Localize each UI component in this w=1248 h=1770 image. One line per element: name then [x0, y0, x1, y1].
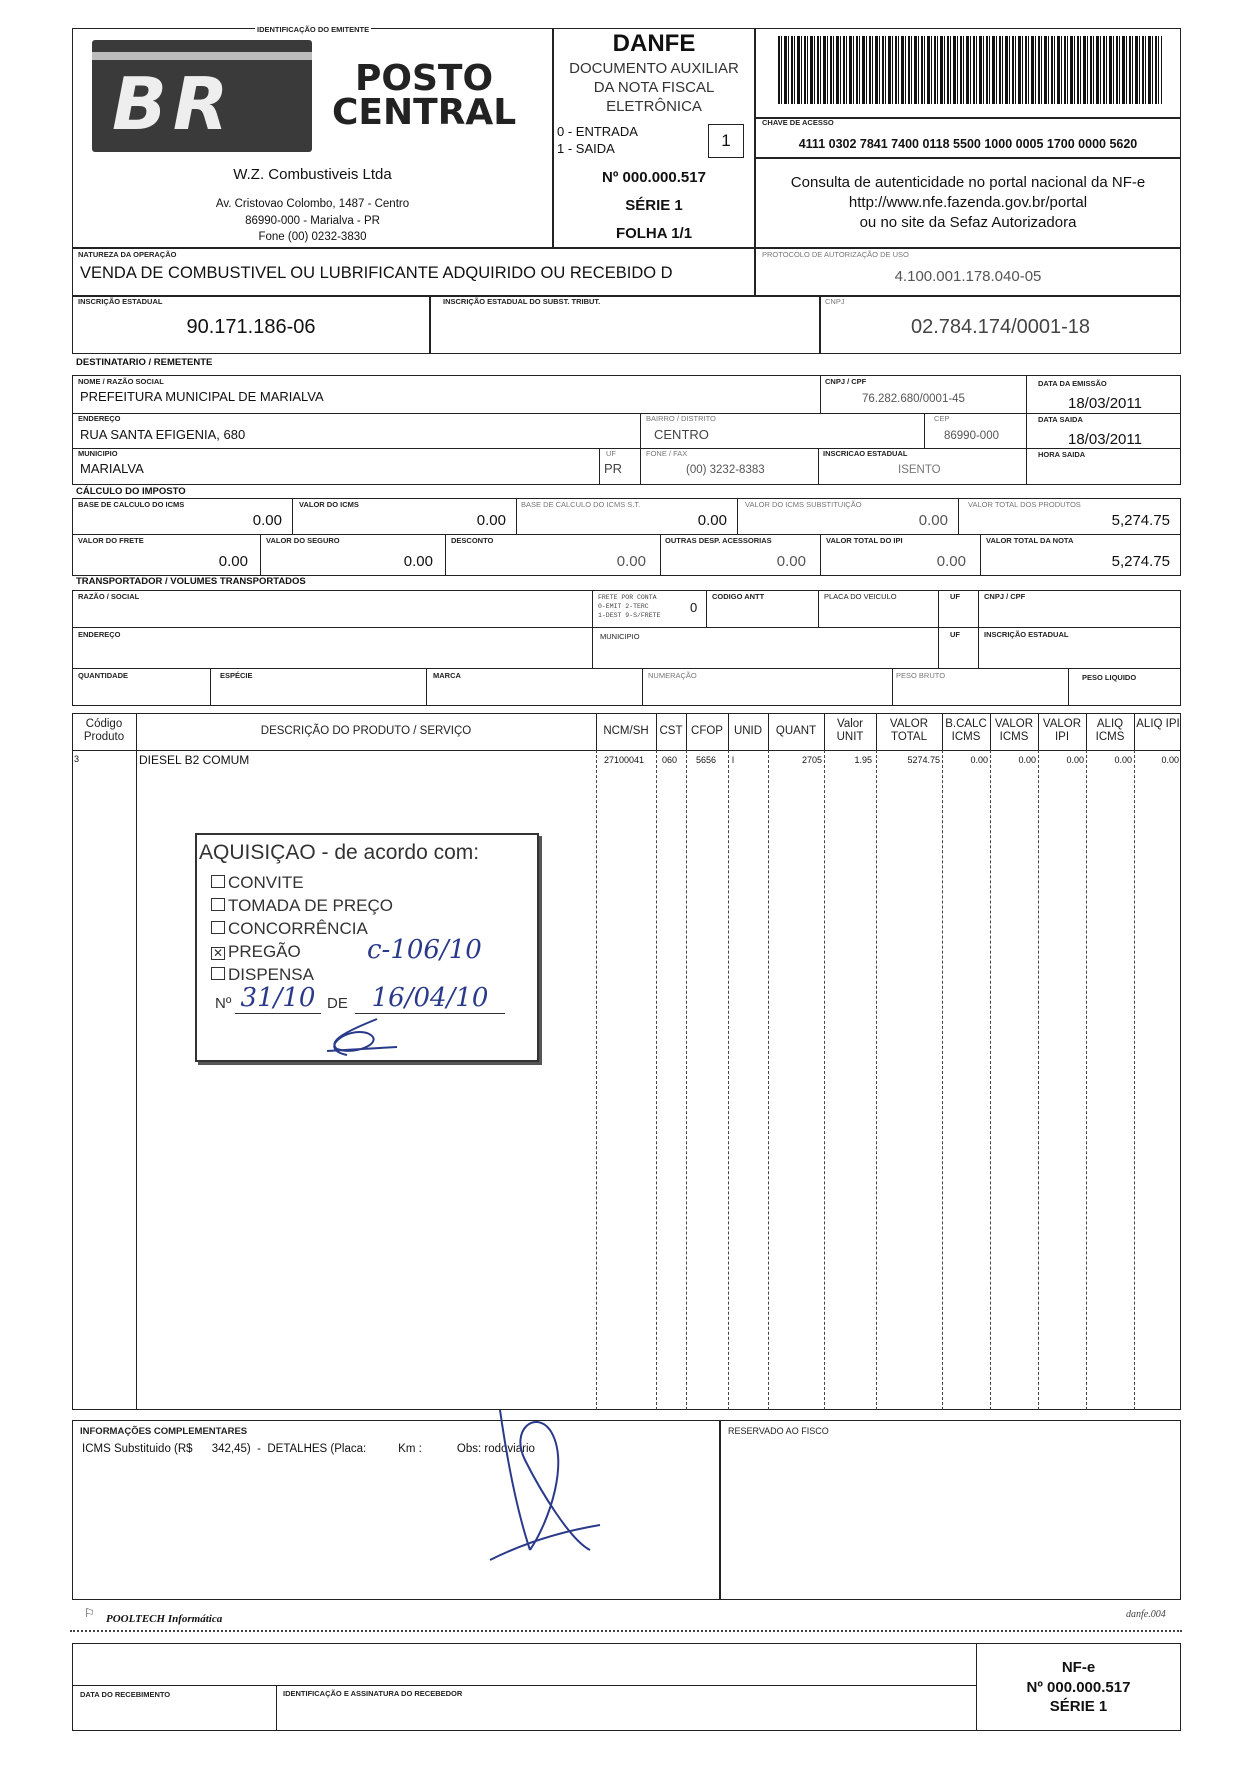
transp-v9	[892, 668, 893, 706]
prod-v8	[876, 713, 877, 750]
row-bc-icms: 0.00	[970, 755, 988, 765]
emitente-phone: Fone (00) 0232-3830	[258, 231, 367, 243]
dest-municipio-label: MUNICIPIO	[78, 449, 118, 458]
pooltech-logo-icon: ⚐	[84, 1606, 95, 1620]
dest-saida-label: DATA SAIDA	[1038, 415, 1083, 424]
imp-v2	[516, 498, 517, 534]
transp-v6	[210, 668, 211, 706]
transp-municipio-label: MUNICIPIO	[600, 632, 640, 641]
stamp-signature	[307, 1011, 417, 1061]
dest-endereco-label: ENDEREÇO	[78, 414, 121, 423]
stamp-option-label: DISPENSA	[228, 965, 314, 984]
cnpj-label: CNPJ	[825, 297, 845, 306]
prod-d11	[1038, 750, 1039, 1410]
dest-hline-1	[72, 413, 1181, 414]
row-cfop: 5656	[696, 755, 717, 765]
transp-hline-2	[72, 668, 1181, 669]
danfe-numero: Nº 000.000.517	[602, 169, 706, 186]
prod-v1	[136, 713, 137, 1410]
prod-d9	[942, 750, 943, 1410]
danfe-ref: danfe.004	[1126, 1609, 1166, 1620]
acquisition-stamp	[195, 833, 539, 1062]
software-name: POOLTECH Informática	[106, 1613, 223, 1625]
transp-frete-3: 1-DEST 9-S/FRETE	[598, 612, 661, 619]
dest-vline-7	[818, 448, 819, 485]
row-quant: 2705	[801, 755, 822, 765]
destinatario-section: DESTINATARIO / REMETENTE	[76, 357, 213, 368]
imp-nota-label: VALOR TOTAL DA NOTA	[986, 536, 1074, 545]
imp-v6	[445, 534, 446, 576]
row-cst: 060	[662, 755, 678, 765]
imp-nota-value: 5,274.75	[1111, 553, 1170, 570]
dest-vline-1	[820, 375, 821, 413]
th-unit: Valor UNIT	[836, 718, 864, 743]
consulta-line-2: http://www.nfe.fazenda.gov.br/portal	[848, 194, 1088, 211]
prod-v10	[990, 713, 991, 750]
imp-prod-value: 5,274.75	[1111, 512, 1170, 529]
row-unit: 1.95	[854, 755, 872, 765]
ie-value: 90.171.186-06	[186, 316, 316, 338]
transp-cnpj-label: CNPJ / CPF	[984, 592, 1026, 601]
danfe-subtitle-3: ELETRÔNICA	[606, 98, 702, 115]
stamp-option-label: CONVITE	[228, 873, 304, 892]
imp-bcst-value: 0.00	[697, 512, 727, 529]
imp-bc-label: BASE DE CALCULO DO ICMS	[78, 500, 185, 509]
produtos-header-line	[72, 750, 1181, 751]
ie-st-label: INSCRIÇÃO ESTADUAL DO SUBST. TRIBUT.	[443, 297, 601, 306]
checked-checkbox-icon: ✕	[212, 946, 224, 960]
imp-v4	[958, 498, 959, 534]
imp-outras-label: OUTRAS DESP. ACESSORIAS	[665, 536, 772, 545]
prod-v7	[824, 713, 825, 750]
danfe-subtitle-1: DOCUMENTO AUXILIAR	[569, 60, 739, 77]
imp-v3	[737, 498, 738, 534]
transp-frete-value: 0	[690, 600, 698, 615]
th-aliq-ipi: ALIQ IPI	[1136, 718, 1180, 730]
th-descricao: DESCRIÇÃO DO PRODUTO / SERVIÇO	[260, 725, 472, 737]
transp-v1	[592, 590, 593, 668]
checkbox-icon	[211, 921, 225, 934]
dest-vline-4	[924, 413, 925, 448]
dest-uf-label: UF	[606, 449, 616, 458]
stamp-numero-label: Nº	[215, 995, 232, 1012]
th-unid: UNID	[733, 725, 763, 737]
signature	[480, 1400, 620, 1570]
cnpj-value: 02.784.174/0001-18	[910, 316, 1091, 338]
dest-hora-label: HORA SAIDA	[1038, 450, 1086, 459]
imp-v5	[260, 534, 261, 576]
dest-municipio: MARIALVA	[80, 461, 144, 476]
row-unid: l	[732, 755, 734, 765]
dest-cnpj-label: CNPJ / CPF	[825, 377, 867, 386]
dest-vline-3	[640, 413, 641, 448]
dest-nome: PREFEITURA MUNICIPAL DE MARIALVA	[80, 389, 324, 404]
dest-vline-5	[599, 448, 600, 485]
transp-v7	[426, 668, 427, 706]
transp-marca-label: MARCA	[433, 671, 461, 680]
assinatura-label: IDENTIFICAÇÃO E ASSINATURA DO RECEBEDOR	[283, 1689, 463, 1698]
recebimento-label: DATA DO RECEBIMENTO	[80, 1690, 171, 1699]
dest-nome-label: NOME / RAZÃO SOCIAL	[78, 377, 164, 386]
dest-fone: (00) 3232-8383	[686, 464, 765, 476]
dest-saida: 18/03/2011	[1068, 431, 1142, 448]
protocolo-label: PROTOCOLO DE AUTORIZAÇÃO DE USO	[762, 250, 909, 259]
br-logo	[92, 40, 312, 152]
transp-razao-label: RAZÃO / SOCIAL	[78, 592, 140, 601]
dest-emissao: 18/03/2011	[1068, 395, 1142, 412]
transp-uf-label: UF	[950, 592, 960, 601]
ie-label: INSCRIÇÃO ESTADUAL	[78, 297, 163, 306]
stamp-option-label: CONCORRÊNCIA	[228, 919, 368, 938]
danfe-tipo-box: 1	[708, 124, 744, 158]
transp-hline-1	[72, 627, 1181, 628]
transp-uf2-label: UF	[950, 630, 960, 639]
prod-v11	[1038, 713, 1039, 750]
prod-d4	[686, 750, 687, 1410]
transp-v5	[978, 590, 979, 668]
row-v-ipi: 0.00	[1066, 755, 1084, 765]
emitente-city: 86990-000 - Marialva - PR	[245, 215, 380, 227]
dest-endereco: RUA SANTA EFIGENIA, 680	[80, 427, 246, 442]
natureza-value: VENDA DE COMBUSTIVEL OU LUBRIFICANTE ADQUIRIDO OU RECEBIDO D	[80, 264, 673, 282]
danfe-serie: SÉRIE 1	[625, 197, 683, 214]
transp-numeracao-label: NUMERAÇÃO	[648, 671, 697, 680]
prod-d3	[656, 750, 657, 1410]
imp-icms-value: 0.00	[476, 512, 506, 529]
consulta-line-3: ou no site da Sefaz Autorizadora	[859, 214, 1077, 231]
br-logo-text: BR	[112, 62, 235, 146]
prod-v9	[942, 713, 943, 750]
prod-d2	[596, 750, 597, 1410]
checkbox-icon	[211, 967, 225, 980]
consulta-line-1: Consulta de autenticidade no portal nacional da NF-e	[790, 174, 1146, 191]
stamp-de-label: DE	[327, 995, 348, 1012]
brand-line2: CENTRAL	[332, 92, 517, 133]
prod-d13	[1134, 750, 1135, 1410]
imp-v7	[660, 534, 661, 576]
row-total: 5274.75	[907, 755, 940, 765]
natureza-label: NATUREZA DA OPERAÇÃO	[78, 250, 177, 259]
stamp-data: 16/04/10	[355, 983, 505, 1014]
row-aliq-icms: 0.00	[1114, 755, 1132, 765]
th-total: VALOR TOTAL	[889, 718, 929, 743]
row-v-icms: 0.00	[1018, 755, 1036, 765]
dest-bairro: CENTRO	[654, 427, 709, 442]
stamp-option-concorrencia	[211, 919, 368, 939]
stamp-option-convite	[211, 873, 304, 893]
dest-uf: PR	[604, 461, 623, 476]
danfe-subtitle-2: DA NOTA FISCAL	[593, 79, 715, 96]
checkbox-icon	[211, 875, 225, 888]
emitente-company: W.Z. Combustiveis Ltda	[233, 166, 392, 183]
transp-v8	[642, 668, 643, 706]
stamp-option-dispensa	[211, 965, 314, 985]
br-logo-stripe	[92, 52, 312, 60]
dest-ie: ISENTO	[898, 464, 941, 476]
transp-frete-2: 0-EMIT 2-TERC	[598, 603, 649, 610]
prod-d6	[768, 750, 769, 1410]
danfe-saida: 1 - SAIDA	[557, 141, 615, 156]
fisco-box	[720, 1420, 1181, 1600]
transp-endereco-label: ENDEREÇO	[78, 630, 121, 639]
imposto-hline	[72, 534, 1181, 535]
transp-frete-1: FRETE POR CONTA	[598, 594, 657, 601]
th-quant: QUANT	[775, 725, 817, 737]
th-bc-icms: B.CALC ICMS	[945, 718, 987, 743]
imposto-section: CÁLCULO DO IMPOSTO	[76, 486, 186, 497]
dest-bairro-label: BAIRRO / DISTRITO	[646, 414, 716, 423]
emitente-section-label: IDENTIFICAÇÃO DO EMITENTE	[257, 25, 370, 34]
dest-vline-2	[1026, 375, 1027, 485]
footer-nfe: NF-e	[1061, 1659, 1096, 1676]
th-codigo: Código Produto	[83, 718, 125, 743]
prod-d10	[990, 750, 991, 1410]
row-aliq-ipi: 0.00	[1161, 755, 1179, 765]
transp-v3	[818, 590, 819, 627]
th-cfop: CFOP	[691, 725, 723, 737]
dest-cnpj: 76.282.680/0001-45	[862, 393, 965, 405]
stamp-option-pregao	[211, 942, 301, 962]
imp-outras-value: 0.00	[776, 553, 806, 570]
stamp-title: AQUISIÇAO - de acordo com:	[199, 841, 480, 864]
dest-fone-label: FONE / FAX	[646, 449, 688, 458]
stamp-option-label: PREGÃO	[228, 942, 301, 961]
row-codigo: 3	[74, 754, 80, 764]
transp-quantidade-label: QUANTIDADE	[78, 671, 128, 680]
stamp-option-label: TOMADA DE PREÇO	[228, 896, 393, 915]
transp-placa-label: PLACA DO VEICULO	[824, 592, 897, 601]
imp-desconto-value: 0.00	[616, 553, 646, 570]
protocolo-value: 4.100.001.178.040-05	[894, 268, 1042, 285]
transp-especie-label: ESPÉCIE	[220, 671, 253, 680]
th-cst: CST	[659, 725, 683, 737]
recebimento-v1	[276, 1685, 277, 1731]
transp-v10	[1068, 668, 1069, 706]
dest-ie-label: INSCRICAO ESTADUAL	[823, 449, 908, 458]
transp-peso-liquido-label: PESO LIQUIDO	[1082, 673, 1137, 682]
prod-d7	[824, 750, 825, 1410]
info-label: INFORMAÇÕES COMPLEMENTARES	[80, 1426, 248, 1437]
dest-emissao-label: DATA DA EMISSÃO	[1038, 379, 1107, 388]
imp-st-value: 0.00	[918, 512, 948, 529]
transp-v4	[938, 590, 939, 668]
imp-v8	[820, 534, 821, 576]
transp-antt-label: CODIGO ANTT	[712, 592, 765, 601]
danfe-title: DANFE	[612, 30, 696, 57]
checkbox-icon	[211, 898, 225, 911]
th-v-ipi: VALOR IPI	[1042, 718, 1082, 743]
chave-key: 4111 0302 7841 7400 0118 5500 1000 0005 1700 0000 5620	[798, 137, 1138, 151]
imp-bc-value: 0.00	[252, 512, 282, 529]
imp-frete-value: 0.00	[218, 553, 248, 570]
imp-desconto-label: DESCONTO	[451, 536, 494, 545]
footer-numero: Nº 000.000.517	[1026, 1679, 1131, 1696]
emitente-address: Av. Cristovao Colombo, 1487 - Centro	[215, 198, 410, 210]
imp-seguro-value: 0.00	[403, 553, 433, 570]
imp-st-label: VALOR DO ICMS SUBSTITUIÇÃO	[745, 500, 862, 509]
transp-ie-label: INSCRIÇÃO ESTADUAL	[984, 630, 1069, 639]
prod-d5	[728, 750, 729, 1410]
recebimento-hline	[72, 1685, 976, 1686]
imp-v9	[980, 534, 981, 576]
danfe-entrada: 0 - ENTRADA	[557, 124, 638, 139]
dest-cep: 86990-000	[944, 430, 999, 442]
cut-line	[70, 1630, 1182, 1632]
prod-d12	[1086, 750, 1087, 1410]
row-descricao: DIESEL B2 COMUM	[139, 753, 250, 767]
chave-label: CHAVE DE ACESSO	[762, 118, 834, 127]
brand-line1: POSTO	[355, 58, 494, 99]
th-ncm: NCM/SH	[603, 725, 649, 737]
imp-ipi-value: 0.00	[936, 553, 966, 570]
transportador-section: TRANSPORTADOR / VOLUMES TRANSPORTADOS	[76, 576, 306, 587]
dest-cep-label: CEP	[934, 414, 950, 423]
th-v-icms: VALOR ICMS	[994, 718, 1034, 743]
stamp-option-tomada	[211, 896, 393, 916]
prod-v13	[1134, 713, 1135, 750]
imp-seguro-label: VALOR DO SEGURO	[266, 536, 340, 545]
dest-hline-2	[72, 448, 1181, 449]
th-aliq-icms: ALIQ ICMS	[1095, 718, 1125, 743]
dest-vline-6	[640, 448, 641, 485]
stamp-numero: 31/10	[235, 983, 321, 1014]
stamp-handwritten-ref: c-106/10	[367, 935, 482, 965]
info-text: ICMS Substituido (R$ 342,45) - DETALHES (Placa: Km : Obs: rodoviario	[82, 1443, 535, 1455]
imp-icms-label: VALOR DO ICMS	[299, 500, 359, 509]
transp-v2	[706, 590, 707, 627]
fisco-label: RESERVADO AO FISCO	[728, 1426, 829, 1436]
imp-ipi-label: VALOR TOTAL DO IPI	[826, 536, 903, 545]
prod-v12	[1086, 713, 1087, 750]
row-ncm: 27100041	[604, 755, 645, 765]
footer-serie: SÉRIE 1	[1049, 1698, 1108, 1715]
transp-peso-bruto-label: PESO BRUTO	[896, 671, 946, 680]
imp-frete-label: VALOR DO FRETE	[78, 536, 144, 545]
imp-prod-label: VALOR TOTAL DOS PRODUTOS	[968, 500, 1081, 509]
danfe-folha: FOLHA 1/1	[615, 225, 693, 242]
imp-v1	[292, 498, 293, 534]
barcode	[778, 36, 1162, 104]
prod-d8	[876, 750, 877, 1410]
imp-bcst-label: BASE DE CALCULO DO ICMS S.T.	[521, 500, 641, 509]
